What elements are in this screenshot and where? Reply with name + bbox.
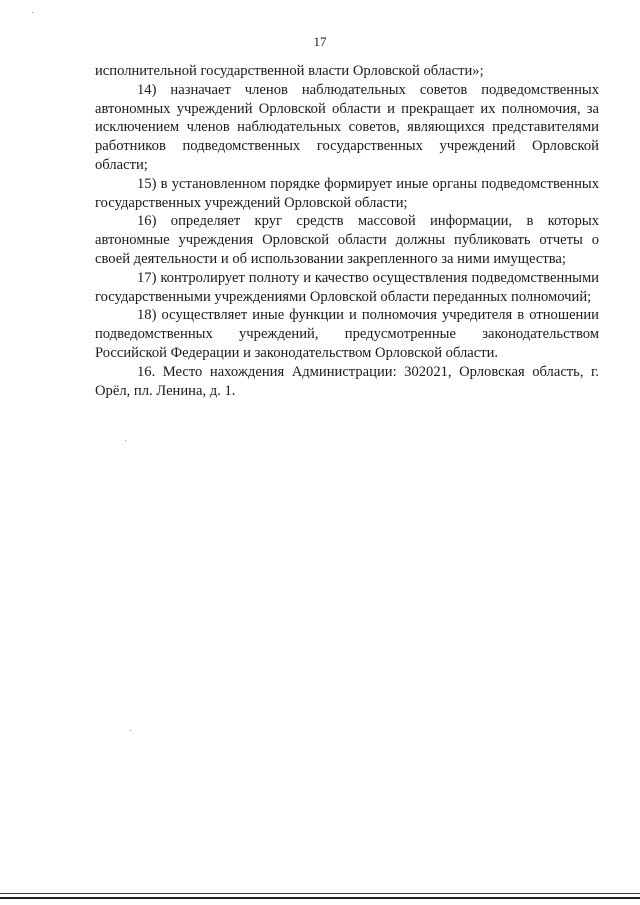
paragraph-item-18: 18) осуществляет иные функции и полномочия учредителя в отношении подведомственных учреждений, предусмотренные законодательством Российской Федерации и законодательством Орловской области.: [95, 307, 599, 361]
scan-edge-line: [0, 893, 640, 894]
paragraph-item-16: 16) определяет круг средств массовой информации, в которых автономные учреждения Орловской области должны публиковать отчеты о своей деятельности и об использовании закрепленного за ними имущества;: [95, 213, 599, 267]
document-body: [95, 62, 599, 400]
scan-speck: [130, 730, 131, 731]
paragraph-section-16-location: 16. Место нахождения Администрации: 302021, Орловская область, г. Орёл, пл. Ленина, д. 1.: [95, 363, 599, 399]
scan-edge-line: [0, 897, 640, 899]
paragraph-continuation: исполнительной государственной власти Орловской области»;: [95, 63, 484, 79]
paragraph-item-15: 15) в установленном порядке формирует иные органы подведомственных государственных учреждений Орловской области;: [95, 175, 599, 211]
paragraph-item-17: 17) контролирует полноту и качество осуществления подведомственными государственными учреждениями Орловской области переданных полномочий;: [95, 269, 599, 305]
page-number: 17: [313, 34, 327, 49]
scan-speck: [125, 440, 126, 441]
scan-speck: [32, 12, 33, 13]
paragraph-item-14: 14) назначает членов наблюдательных советов подведомственных автономных учреждений Орловской области и прекращает их полномочия, за исключением членов наблюдательных советов, являющихся представителями работников подведомственных государственных учреждений Орловской области;: [95, 81, 599, 173]
